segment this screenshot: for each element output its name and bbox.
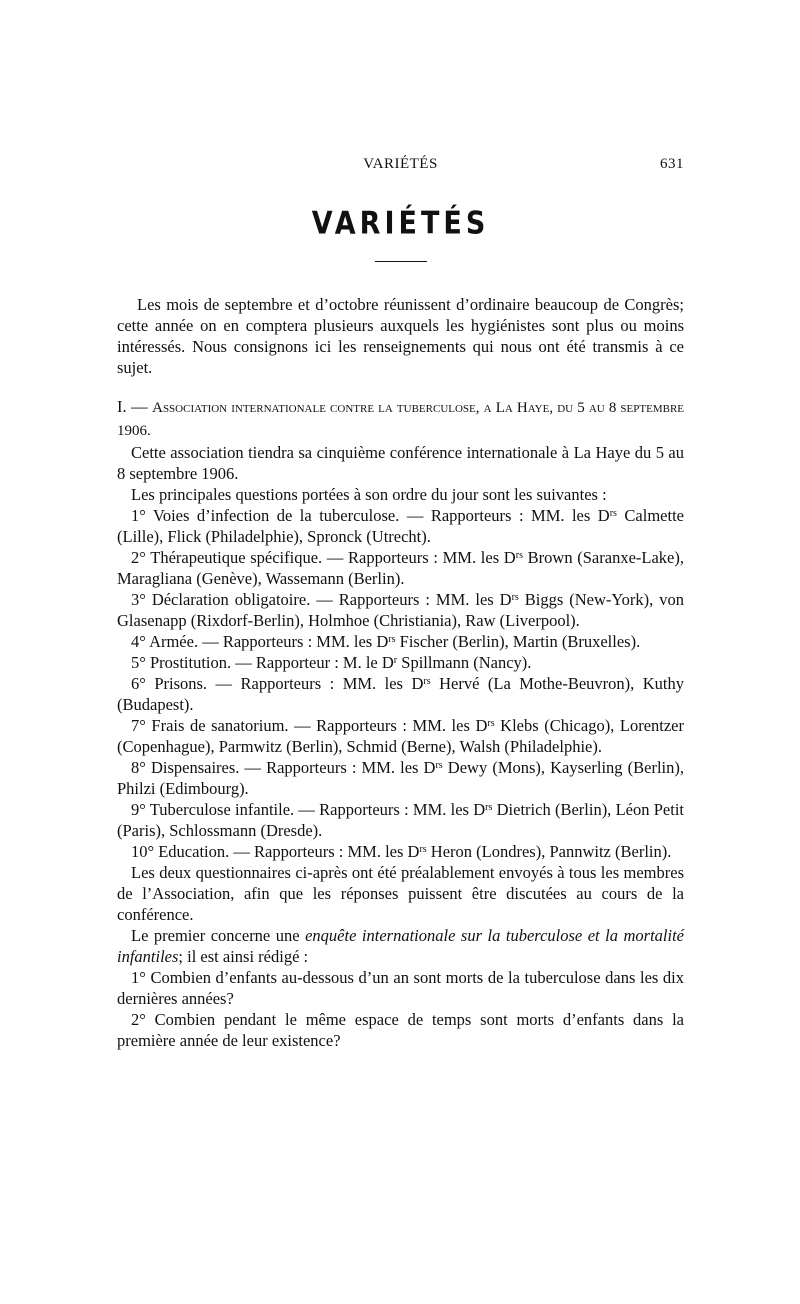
item-text: 7° Frais de sanatorium. — Rapporteurs : MM. les D bbox=[131, 716, 488, 735]
list-item bbox=[117, 841, 684, 862]
page-number: 631 bbox=[660, 156, 684, 172]
question-item: 2° Combien pendant le même espace de temps sont morts d’enfants dans la première année de leur existence? bbox=[117, 1010, 684, 1050]
item-sup: rs bbox=[609, 508, 617, 519]
item-text: Brown (Saranxe-Lake), Maragliana (Genève), Wassemann (Berlin). bbox=[117, 548, 684, 588]
section-heading bbox=[117, 396, 684, 442]
item-text: 4° Armée. — Rapporteurs : MM. les D bbox=[131, 632, 389, 651]
item-text: 9° Tuberculose infantile. — Rapporteurs : MM. les D bbox=[131, 800, 486, 819]
question-item: 1° Combien d’enfants au-dessous d’un an sont morts de la tuberculose dans les dix dernières années? bbox=[117, 968, 684, 1008]
paragraph-text: ; il est ainsi rédigé : bbox=[178, 947, 309, 966]
body-paragraph: Les deux questionnaires ci-après ont été préalablement envoyés à tous les membres de l’Association, afin que les réponses puissent être discutées au cours de la conférence. bbox=[117, 863, 684, 924]
item-text: 5° Prostitution. — Rapporteur : M. le D bbox=[131, 653, 394, 672]
paragraph-text: Le premier concerne une bbox=[131, 926, 306, 945]
questions-list bbox=[117, 505, 684, 862]
item-text: Fischer (Berlin), Martin (Bruxelles). bbox=[395, 632, 641, 651]
item-text: Spillmann (Nancy). bbox=[397, 653, 532, 672]
page bbox=[117, 150, 684, 1051]
item-text: Dewy (Mons), Kayserling (Berlin), Philzi (Edimbourg). bbox=[117, 758, 684, 798]
item-text: 2° Thérapeutique spécifique. — Rapporteurs : MM. les D bbox=[131, 548, 516, 567]
section-paragraph: Cette association tiendra sa cinquième conférence internationale à La Haye du 5 au 8 septembre 1906. bbox=[117, 443, 684, 483]
list-item bbox=[117, 673, 684, 715]
list-item bbox=[117, 715, 684, 757]
item-text: 10° Education. — Rapporteurs : MM. les D bbox=[131, 842, 420, 861]
item-sup: rs bbox=[419, 844, 427, 855]
item-text: 6° Prisons. — Rapporteurs : MM. les D bbox=[131, 674, 424, 693]
list-item bbox=[117, 799, 684, 841]
running-title: VARIÉTÉS bbox=[363, 156, 438, 172]
list-item bbox=[117, 652, 684, 673]
italic-text: enquête internationale sur la tuberculose et la mortalité infantiles bbox=[117, 926, 684, 966]
item-text: Dietrich (Berlin), Léon Petit (Paris), Schlossmann (Dresde). bbox=[117, 800, 684, 840]
item-text: Biggs (New-York), von Glasenapp (Rixdorf-Berlin), Holmhoe (Christiania), Raw (Liverpool). bbox=[117, 590, 684, 630]
item-sup: rs bbox=[515, 550, 523, 561]
item-text: 3° Déclaration obligatoire. — Rapporteurs : MM. les D bbox=[131, 590, 512, 609]
intro-paragraph: Les mois de septembre et d’octobre réunissent d’ordinaire beaucoup de Congrès; cette année on en comptera plusieurs auxquels les hygiénistes sont plus ou moins intéressés. Nous consignons ici les renseignements qui nous ont été transmis à ce sujet. bbox=[117, 295, 684, 377]
item-text: Calmette (Lille), Flick (Philadelphie), Spronck (Utrecht). bbox=[117, 506, 684, 546]
list-item bbox=[117, 757, 684, 799]
list-item bbox=[117, 631, 684, 652]
body-paragraph bbox=[117, 925, 684, 967]
item-text: 1° Voies d’infection de la tuberculose. — Rapporteurs : MM. les D bbox=[131, 506, 610, 525]
section-heading-text: Association internationale contre la tuberculose, a La Haye, du 5 au 8 septembre 1906. bbox=[117, 400, 684, 439]
list-item bbox=[117, 505, 684, 547]
item-text: Hervé (La Mothe-Beuvron), Kuthy (Budapest). bbox=[117, 674, 684, 714]
item-sup: rs bbox=[435, 760, 443, 771]
title-rule bbox=[375, 261, 427, 262]
list-item bbox=[117, 547, 684, 589]
item-sup: rs bbox=[487, 718, 495, 729]
item-sup: rs bbox=[485, 802, 493, 813]
list-item bbox=[117, 589, 684, 631]
item-text: 8° Dispensaires. — Rapporteurs : MM. les D bbox=[131, 758, 436, 777]
running-header bbox=[117, 150, 684, 180]
item-text: Heron (Londres), Pannwitz (Berlin). bbox=[426, 842, 672, 861]
item-text: Klebs (Chicago), Lorentzer (Copenhague), Parmwitz (Berlin), Schmid (Berne), Walsh (Philadelphie). bbox=[117, 716, 684, 756]
item-sup: r bbox=[393, 655, 398, 666]
item-sup: rs bbox=[511, 592, 519, 603]
section-paragraph: Les principales questions portées à son ordre du jour sont les suivantes : bbox=[131, 485, 607, 504]
item-sup: rs bbox=[388, 634, 396, 645]
section-numeral: I. — bbox=[117, 397, 153, 416]
item-sup: rs bbox=[423, 676, 431, 687]
page-title: VARIÉTÉS bbox=[311, 205, 490, 242]
